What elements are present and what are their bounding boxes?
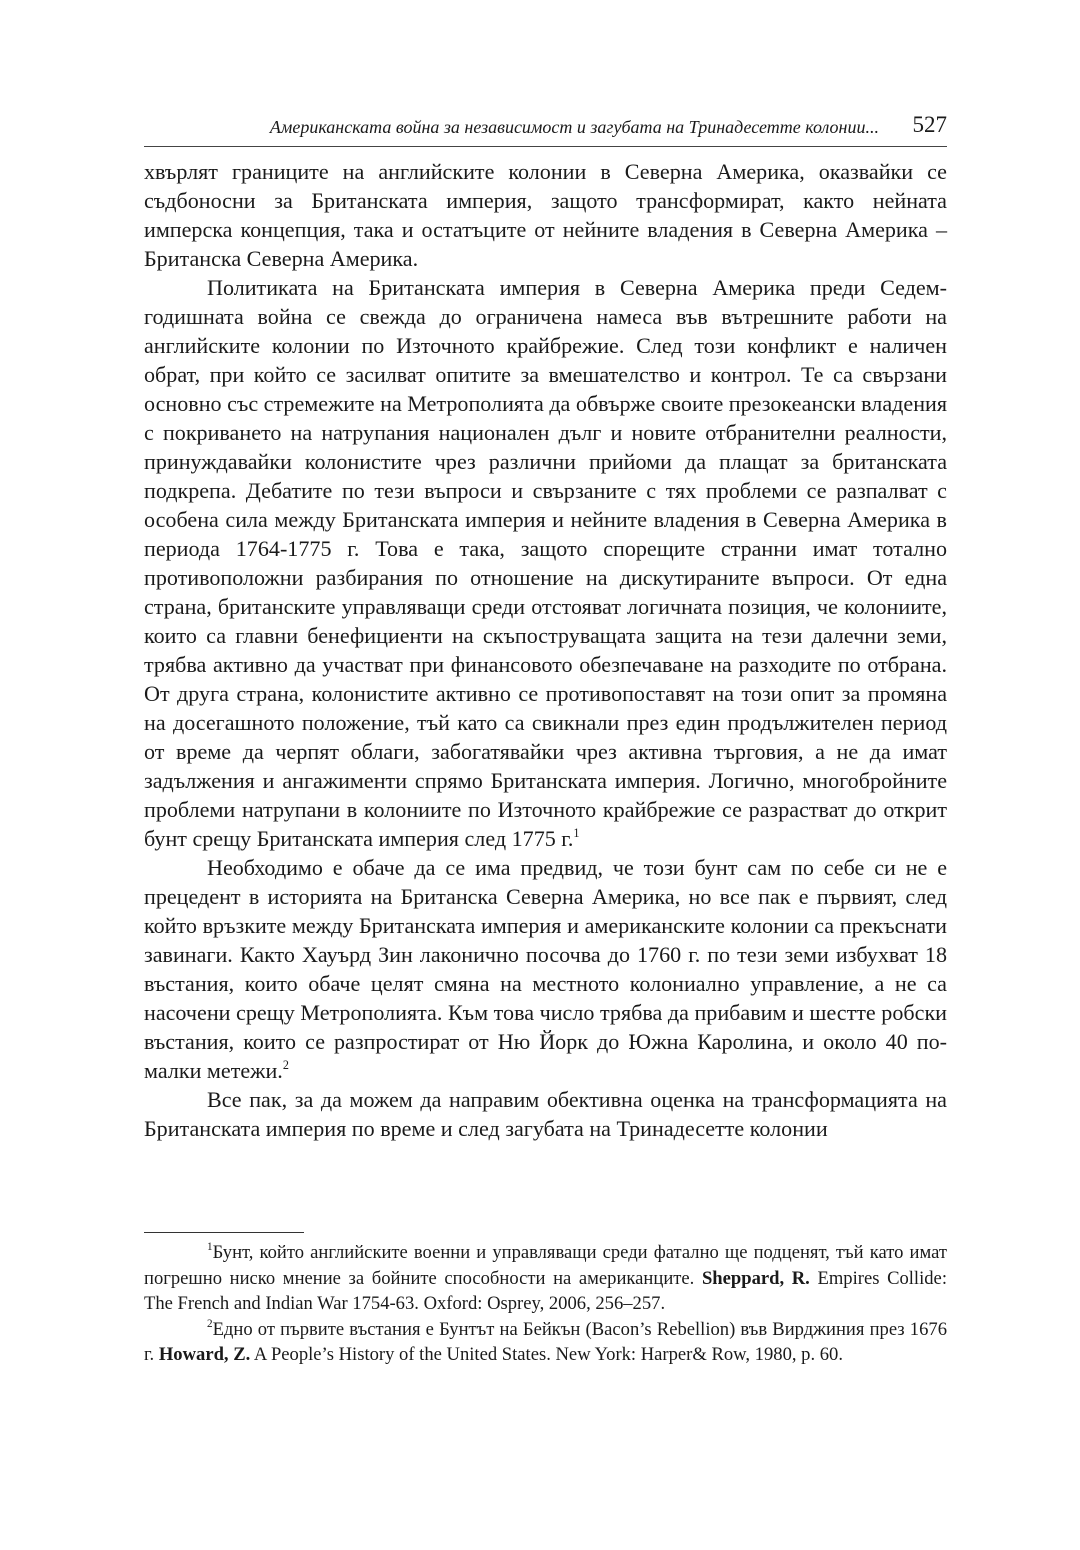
running-title: Американската война за независимост и загубата на Тринадесетте колонии... xyxy=(269,117,879,137)
main-text xyxy=(144,157,947,1143)
footnote: $^1$Бунт, който английските военни и управляващи среди фатално ще подценят, тъй като имат погрешно ниско мнение за бойните способности на американците. Sheppard, R. Empires Collide: The French and Indian War 1754-63. Oxford: Osprey, 2006, 256–257. xyxy=(144,1241,947,1314)
paragraph: хвърлят границите на английските колонии в Северна Америка, оказвайки се съдбоносни за Британската империя, защото трансформират, както нейната имперска концепция, така и остатъците от нейните владения в Северна Америка – Британска Северна Америка. xyxy=(144,159,947,271)
footnote-ref: 1 xyxy=(573,825,580,840)
footnote-author: Howard, Z. xyxy=(158,1344,251,1365)
footnote-number: 1 xyxy=(207,1241,213,1254)
page-number: 527 xyxy=(912,112,947,137)
running-header xyxy=(144,114,947,147)
paragraph: Все пак, за да можем да направим обективна оценка на трансформацията на Британската империя по време и след загубата на Тринадесетте колонии xyxy=(144,1087,947,1141)
footnote-separator xyxy=(144,1232,304,1233)
paragraph: Политиката на Британската империя в Северна Америка преди Седемгодишната война се свежда до ограничена намеса във вътрешните работи на английските колонии по Източното крайбрежие. След този конфликт е наличен обрат, при който се засилват опитите за вмешателство и контрол. Те са свързани основно със стремежите на Метрополията да обвърже своите презокеански владения с покриването на натрупания национален дълг и новите отбранителни реалности, принуждавайки колонистите чрез различни прийоми да плащат за британската подкрепа. Дебатите по тези въпроси и свързаните с тях проблеми се разпалват с особена сила между Британската империя и нейните владения в Северна Америка в периода 1764-1775 г. Това е така, защото спорещите странни имат тотално противоположни разбирания по отношение на дискутираните въпроси. От една страна, британските управляващи среди отстояват логичната позиция, че колониите, които са главни бенефициенти на скъпоструващата защита на тези далечни земи, трябва активно да участват при финансовото обезпечаване на разходите по отбрана. От друга страна, колонистите активно се противопоставят на този опит за промяна на досегашното положение, тъй като са свикнали през един продължителен период от време да черпят облаги, забогатявайки чрез активна търговия, а не да имат задължения и ангажименти спрямо Британската империя. Логично, многобройните проблеми натрупани в колониите по Източното крайбрежие се разрастват до открит бунт срещу Британската империя след 1775 г.$^1$ xyxy=(144,275,947,851)
paragraph: Необходимо е обаче да се има предвид, че този бунт сам по себе си не е прецедент в историята на Британска Северна Америка, но все пак е първият, след който връзките между Британската империя и американските колонии са прекъснати завинаги. Както Хауърд Зин лаконично посочва до 1760 г. по тези земи избухват 18 въстания, които обаче целят смяна на местното колониално управление, а не са насочени срещу Метрополията. Към това число трябва да прибавим и шестте робски въстания, които се разпростират от Ню Йорк до Южна Каролина, и около 40 по-малки метежи.$^2$ xyxy=(144,855,947,1083)
footnote: $^2$Едно от първите въстания е Бунтът на Бейкън (Bacon’s Rebellion) във Вирджиния през 1676 г. Howard, Z. A People’s History of the United States. New York: Harper& Row, 1980, p. 60. xyxy=(144,1317,947,1365)
footnote-ref: 2 xyxy=(282,1057,289,1072)
footnotes xyxy=(144,1240,947,1368)
footnote-author: Sheppard, R. xyxy=(701,1267,810,1289)
footnote-number: 2 xyxy=(207,1317,213,1330)
